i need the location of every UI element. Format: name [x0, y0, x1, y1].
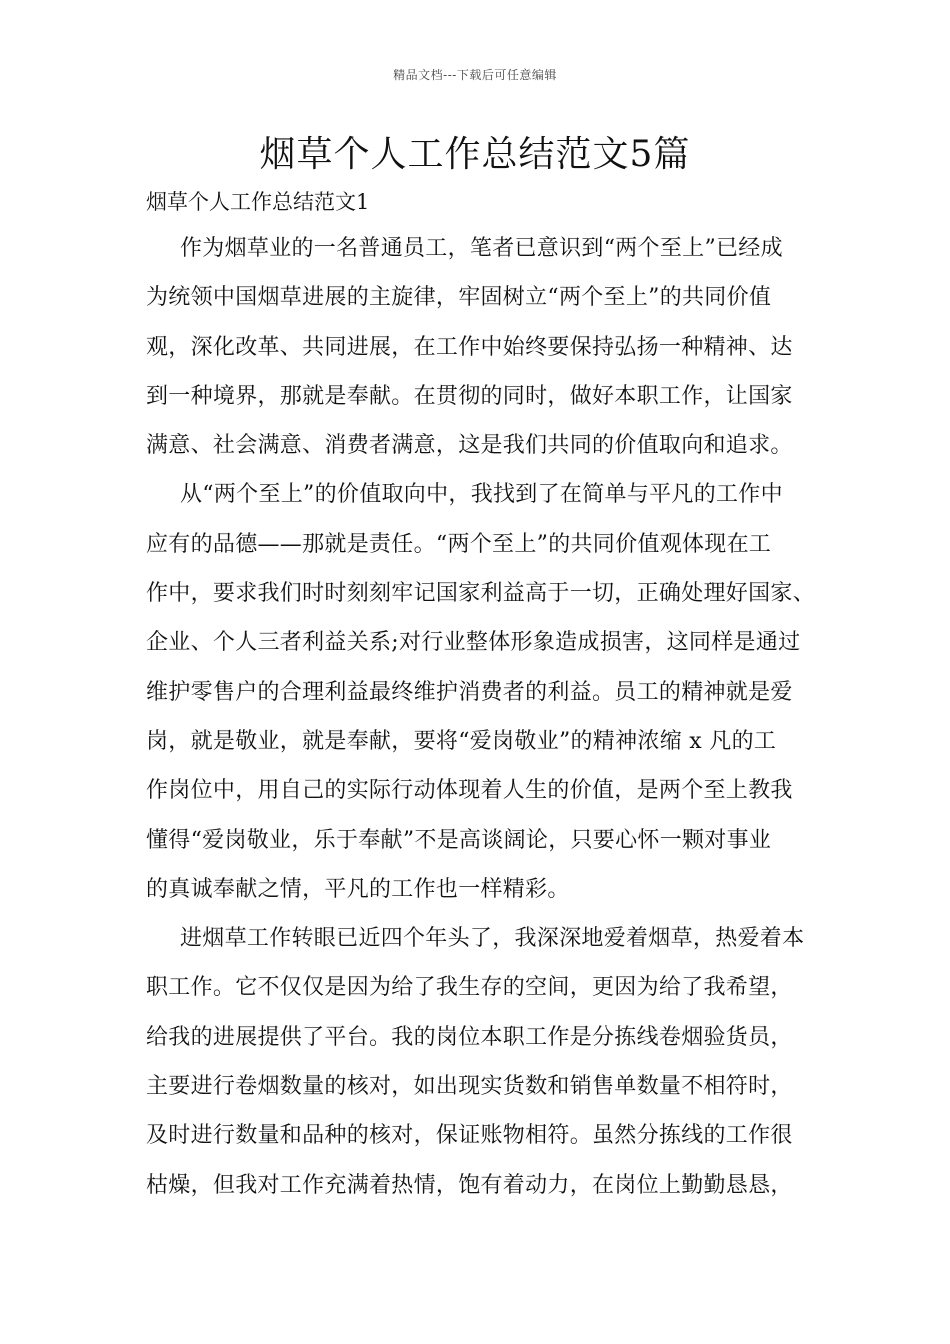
- body-text-line: 满意、社会满意、消费者满意，这是我们共同的价值取向和追求。: [146, 433, 793, 459]
- document-title: 烟草个人工作总结范文5篇: [259, 134, 691, 175]
- document-body: [146, 234, 816, 1220]
- body-text-line: 为统领中国烟草进展的主旋律，牢固树立“两个至上”的共同价值: [146, 285, 772, 311]
- body-text-line: 作为烟草业的一名普通员工，笔者已意识到“两个至上”已经成: [180, 236, 783, 261]
- body-text-line: 懂得“爱岗敬业，乐于奉献”不是高谈阔论，只要心怀一颗对事业: [146, 827, 772, 853]
- body-text-line: 及时进行数量和品种的核对，保证账物相符。虽然分拣线的工作很: [146, 1123, 793, 1149]
- body-text-line: 到一种境界，那就是奉献。在贯彻的同时，做好本职工作，让国家: [146, 383, 793, 409]
- body-text-line: 枯燥，但我对工作充满着热情，饱有着动力，在岗位上勤勤恳恳，: [146, 1172, 793, 1198]
- body-text-line: 应有的品德——那就是责任。“两个至上”的共同价值观体现在工: [146, 531, 772, 557]
- body-text-line: 作岗位中，用自己的实际行动体现着人生的价值，是两个至上教我: [146, 778, 793, 804]
- body-text-line: 给我的进展提供了平台。我的岗位本职工作是分拣线卷烟验货员，: [146, 1024, 793, 1050]
- body-text-line: 从“两个至上”的价值取向中，我找到了在简单与平凡的工作中: [180, 482, 783, 508]
- document-header-note: 精品文档---下载后可任意编辑: [393, 68, 557, 82]
- body-text-line: 观，深化改革、共同进展，在工作中始终要保持弘扬一种精神、达: [146, 334, 793, 360]
- body-text-line: 作中，要求我们时时刻刻牢记国家利益高于一切，正确处理好国家、: [146, 581, 816, 607]
- body-text-line: 企业、个人三者利益关系;对行业整体形象造成损害，这同样是通过: [146, 630, 801, 656]
- body-text-line: 的真诚奉献之情，平凡的工作也一样精彩。: [146, 876, 570, 902]
- body-text-line: 维护零售户的合理利益最终维护消费者的利益。员工的精神就是爱: [146, 679, 793, 705]
- body-text-line: 岗，就是敬业，就是奉献，要将“爱岗敬业”的精神浓缩 x 凡的工: [146, 728, 777, 754]
- body-text-line: 进烟草工作转眼已近四个年头了，我深深地爱着烟草，热爱着本: [180, 926, 805, 952]
- body-text-line: 职工作。它不仅仅是因为给了我生存的空间，更因为给了我希望，: [146, 975, 793, 1001]
- body-text-line: 主要进行卷烟数量的核对，如出现实货数和销售单数量不相符时，: [146, 1074, 793, 1100]
- section-subtitle: 烟草个人工作总结范文1: [146, 190, 370, 214]
